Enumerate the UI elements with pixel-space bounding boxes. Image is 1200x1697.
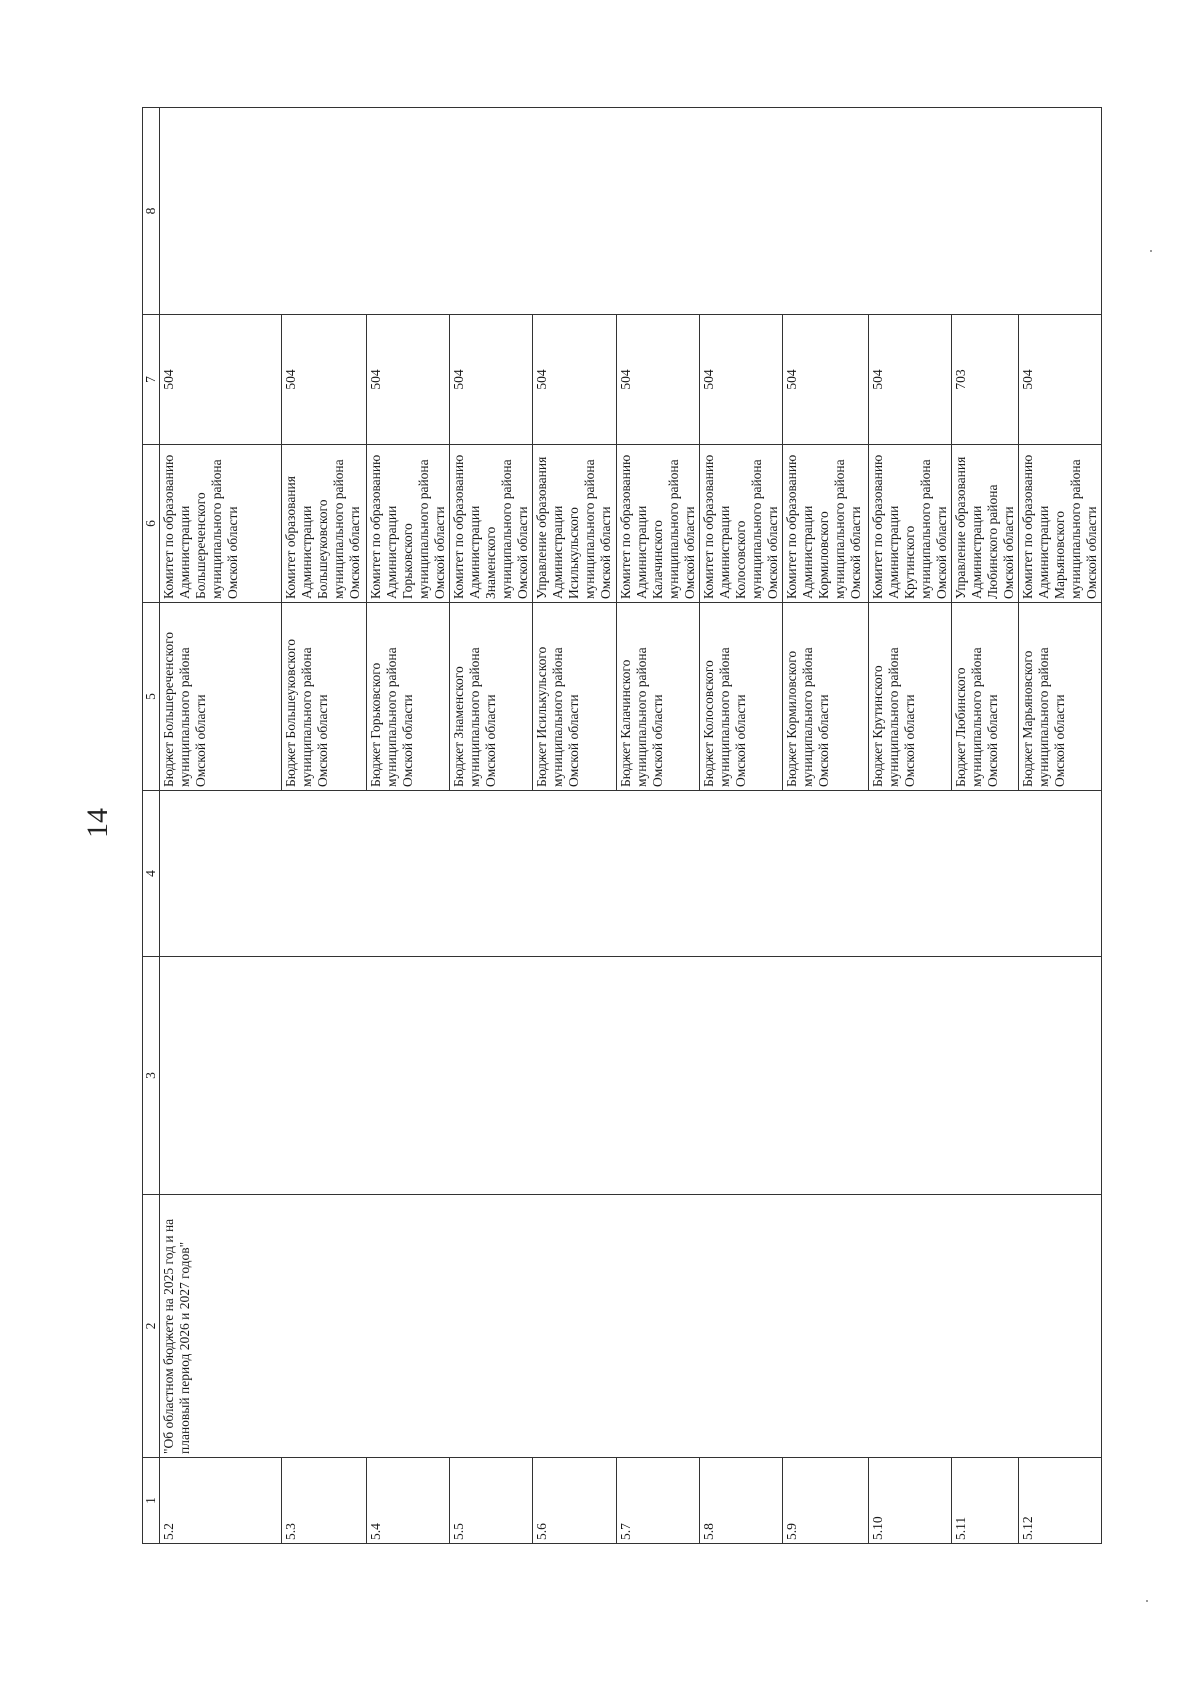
department-code: 504: [617, 315, 700, 445]
department-code: 504: [700, 315, 783, 445]
budget-name: Бюджет Знаменского муниципального района Омской области: [450, 603, 533, 791]
administrator-name: Комитет по образованию Администрации Знаменского муниципального района Омской области: [450, 445, 533, 603]
row-number: 5.11: [952, 1458, 1019, 1544]
administrator-name: Управление образования Администрации Любинского района Омской области: [952, 445, 1019, 603]
column-header: 8: [143, 108, 160, 315]
column-header: 3: [143, 957, 160, 1195]
budget-name: Бюджет Кормиловского муниципального района Омской области: [783, 603, 869, 791]
administrator-name: Управление образования Администрации Исилькульского муниципального района Омской области: [533, 445, 617, 603]
department-code: 504: [282, 315, 367, 445]
rotated-table-container: [142, 108, 1099, 1544]
page-number: 14: [81, 808, 114, 838]
row-number: 5.5: [450, 1458, 533, 1544]
department-code: 504: [869, 315, 952, 445]
row-number: 5.8: [700, 1458, 783, 1544]
department-code: 504: [783, 315, 869, 445]
budget-name: Бюджет Большеуковского муниципального района Омской области: [282, 603, 367, 791]
administrator-name: Комитет по образованию Администрации Колосовского муниципального района Омской области: [700, 445, 783, 603]
empty-cell-col8: [160, 108, 1102, 315]
administrator-name: Комитет образования Администрации Большеуковского муниципального района Омской области: [282, 445, 367, 603]
row-number: 5.6: [533, 1458, 617, 1544]
department-code: 504: [450, 315, 533, 445]
header-row: [143, 108, 160, 1544]
scan-speck: [1146, 1600, 1148, 1602]
administrator-name: Комитет по образованию Администрации Марьяновского муниципального района Омской области: [1019, 445, 1102, 603]
budget-name: Бюджет Любинского муниципального района Омской области: [952, 603, 1019, 791]
column-header: 4: [143, 791, 160, 957]
budget-name: Бюджет Калачинского муниципального района Омской области: [617, 603, 700, 791]
row-number: 5.4: [367, 1458, 450, 1544]
column-header: 5: [143, 603, 160, 791]
scan-speck: [1150, 250, 1152, 252]
department-code: 504: [367, 315, 450, 445]
budget-table: [142, 107, 1102, 1544]
column-header: 2: [143, 1195, 160, 1458]
budget-name: Бюджет Марьяновского муниципального района Омской области: [1019, 603, 1102, 791]
budget-name: Бюджет Горьковского муниципального района Омской области: [367, 603, 450, 791]
administrator-name: Комитет по образованию Администрации Горьковского муниципального района Омской области: [367, 445, 450, 603]
empty-cell-col4: [160, 791, 1102, 957]
administrator-name: Комитет по образованию Администрации Кормиловского муниципального района Омской области: [783, 445, 869, 603]
administrator-name: Комитет по образованию Администрации Калачинского муниципального района Омской области: [617, 445, 700, 603]
department-code: 703: [952, 315, 1019, 445]
row-number: 5.9: [783, 1458, 869, 1544]
budget-name: Бюджет Крутинского муниципального района Омской области: [869, 603, 952, 791]
column-header: 1: [143, 1458, 160, 1544]
budget-name: Бюджет Исилькульского муниципального района Омской области: [533, 603, 617, 791]
department-code: 504: [160, 315, 282, 445]
column-header: 6: [143, 445, 160, 603]
department-code: 504: [1019, 315, 1102, 445]
budget-name: Бюджет Колосовского муниципального района Омской области: [700, 603, 783, 791]
column-header: 7: [143, 315, 160, 445]
row-number: 5.3: [282, 1458, 367, 1544]
empty-cell-col3: [160, 957, 1102, 1195]
row-number: 5.2: [160, 1458, 282, 1544]
table-row: [160, 108, 282, 1544]
row-number: 5.7: [617, 1458, 700, 1544]
law-title: "Об областном бюджете на 2025 год и на плановый период 2026 и 2027 годов": [160, 1195, 1102, 1458]
budget-name: Бюджет Большереченского муниципального района Омской области: [160, 603, 282, 791]
administrator-name: Комитет по образованию Администрации Большереченского муниципального района Омской области: [160, 445, 282, 603]
row-number: 5.10: [869, 1458, 952, 1544]
row-number: 5.12: [1019, 1458, 1102, 1544]
administrator-name: Комитет по образованию Администрации Крутинского муниципального района Омской области: [869, 445, 952, 603]
department-code: 504: [533, 315, 617, 445]
